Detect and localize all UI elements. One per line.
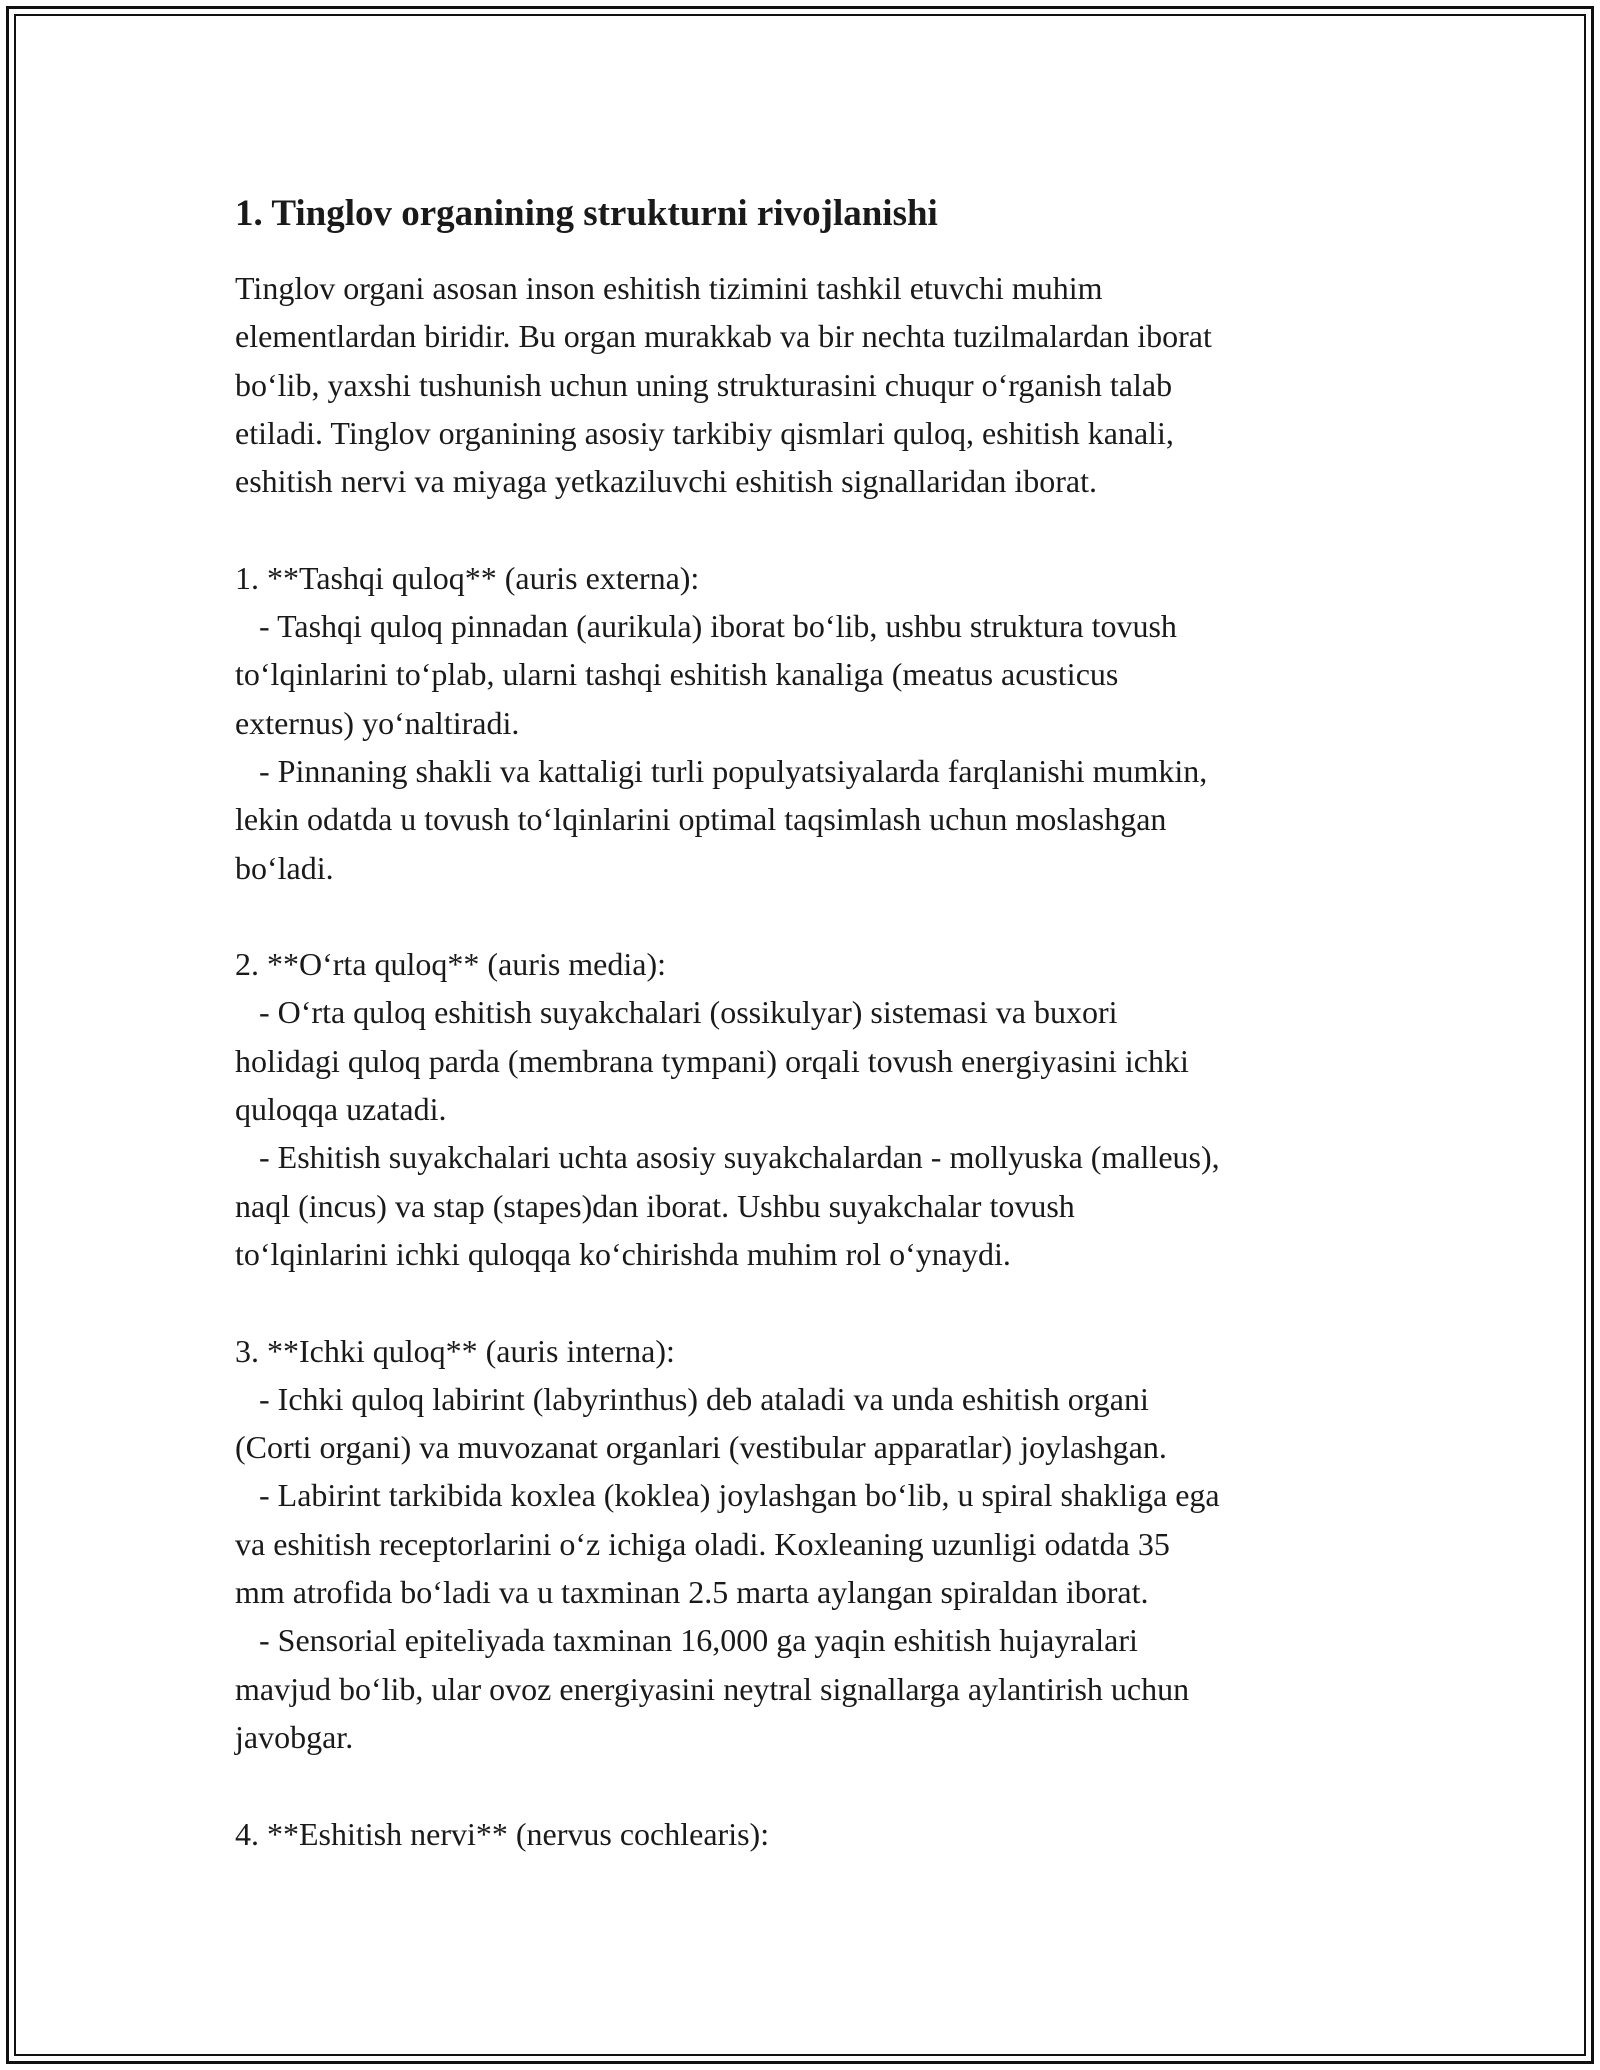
section-heading-middle-ear: 2. **O‘rta quloq** (auris media):	[235, 946, 666, 983]
section-line: javobgar.	[235, 1718, 354, 1755]
paragraph-gap	[235, 1761, 1385, 1809]
section-line: va eshitish receptorlarini o‘z ichiga oladi. Koxleaning uzunligi odatda 35	[235, 1525, 1170, 1562]
section-line: mavjud bo‘lib, ular ovoz energiyasini neytral signallarga aylantirish uchun	[235, 1670, 1190, 1707]
section-line: - Tashqi quloq pinnadan (aurikula) iborat bo‘lib, ushbu struktura tovush	[235, 608, 1177, 645]
section-line: - O‘rta quloq eshitish suyakchalari (ossikulyar) sistemasi va buxori	[235, 994, 1118, 1031]
intro-line: elementlardan biridir. Bu organ murakkab va bir nechta tuzilmalardan iborat	[235, 318, 1212, 355]
intro-line: Tinglov organi asosan inson eshitish tizimini tashkil etuvchi muhim	[235, 270, 1103, 306]
paragraph-gap	[235, 505, 1385, 553]
section-line: to‘lqinlarini to‘plab, ularni tashqi eshitish kanaliga (meatus acusticus	[235, 656, 1119, 693]
paragraph-gap	[235, 1278, 1385, 1326]
intro-line: eshitish nervi va miyaga yetkaziluvchi eshitish signallaridan iborat.	[235, 463, 1097, 500]
section-line: - Labirint tarkibida koxlea (koklea) joylashgan bo‘lib, u spiral shakliga ega	[235, 1477, 1220, 1514]
section-heading-outer-ear: 1. **Tashqi quloq** (auris externa):	[235, 559, 700, 596]
section-line: holidagi quloq parda (membrana tympani) orqali tovush energiyasini ichki	[235, 1042, 1189, 1079]
section-line: - Ichki quloq labirint (labyrinthus) deb ataladi va unda eshitish organi	[235, 1380, 1149, 1417]
paragraph-gap	[235, 892, 1385, 940]
document-title: 1. Tinglov organining strukturni rivojlanishi	[235, 193, 938, 234]
section-heading-inner-ear: 3. **Ichki quloq** (auris interna):	[235, 1332, 675, 1369]
section-line: (Corti organi) va muvozanat organlari (vestibular apparatlar) joylashgan.	[235, 1429, 1167, 1466]
section-line: - Eshitish suyakchalari uchta asosiy suyakchalardan - mollyuska (malleus),	[235, 1139, 1220, 1176]
section-line: externus) yo‘naltiradi.	[235, 704, 520, 741]
section-line: to‘lqinlarini ichki quloqqa ko‘chirishda muhim rol o‘ynaydi.	[235, 1235, 1011, 1272]
section-line: bo‘ladi.	[235, 849, 334, 886]
intro-paragraph	[235, 264, 1385, 1858]
section-heading-auditory-nerve: 4. **Eshitish nervi** (nervus cochlearis):	[235, 1815, 770, 1852]
section-line: - Sensorial epiteliyada taxminan 16,000 ga yaqin eshitish hujayralari	[235, 1622, 1138, 1659]
section-line: - Pinnaning shakli va kattaligi turli populyatsiyalarda farqlanishi mumkin,	[235, 752, 1208, 789]
section-line: mm atrofida bo‘ladi va u taxminan 2.5 marta aylangan spiraldan iborat.	[235, 1574, 1149, 1611]
intro-line: etiladi. Tinglov organining asosiy tarkibiy qismlari quloq, eshitish kanali,	[235, 414, 1174, 451]
section-line: lekin odatda u tovush to‘lqinlarini optimal taqsimlash uchun moslashgan	[235, 801, 1167, 838]
section-line: quloqqa uzatadi.	[235, 1091, 447, 1128]
intro-line: bo‘lib, yaxshi tushunish uchun uning strukturasini chuqur o‘rganish talab	[235, 366, 1173, 403]
document-body	[235, 190, 1385, 1858]
section-line: naql (incus) va stap (stapes)dan iborat. Ushbu suyakchalar tovush	[235, 1187, 1075, 1224]
